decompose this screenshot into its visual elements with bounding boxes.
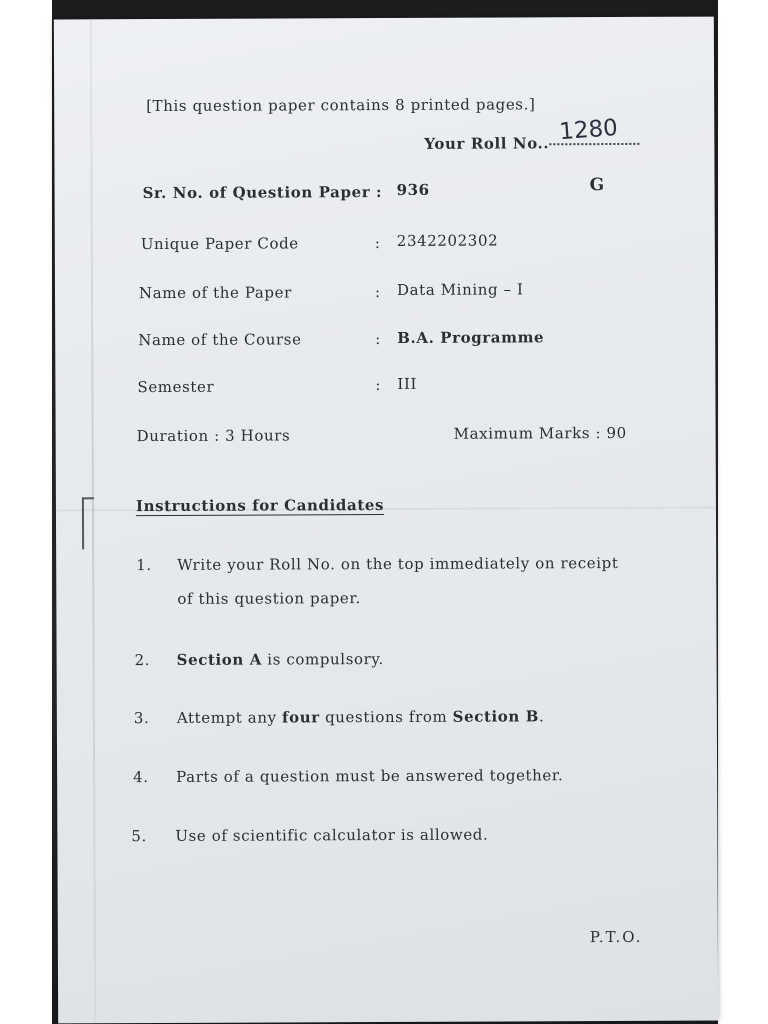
course-label: Name of the Course: [138, 330, 302, 350]
instruction-number: 2.: [134, 651, 151, 670]
instruction-number: 1.: [136, 556, 152, 575]
instructions-title: Instructions for Candidates: [135, 496, 385, 516]
instruction-text: [177, 650, 384, 669]
upc-label: Unique Paper Code: [140, 234, 299, 254]
instruction-text-part: Attempt any: [176, 708, 283, 727]
paper-name-label: Name of the Paper: [138, 283, 292, 303]
instruction-text-part: is compulsory.: [261, 650, 384, 669]
instruction-text: Write your Roll No. on the top immediately on receipt: [177, 553, 619, 574]
paper-name-separator: :: [374, 283, 381, 302]
question-paper-sheet: [54, 17, 718, 1024]
maximum-marks: Maximum Marks : 90: [453, 423, 627, 443]
semester-separator: :: [375, 376, 382, 395]
semester-label: Semester: [137, 377, 215, 397]
upc-value: 2342202302: [396, 231, 499, 250]
sr-no-label: Sr. No. of Question Paper :: [142, 183, 383, 203]
instruction-number: 4.: [133, 768, 149, 787]
please-turn-over: P.T.O.: [589, 927, 643, 947]
instruction-number: 3.: [133, 709, 150, 728]
instruction-emphasis: four: [281, 708, 320, 727]
set-code: G: [589, 175, 605, 196]
instruction-emphasis: Section A: [176, 650, 262, 669]
roll-number-label: Your Roll No..: [424, 134, 550, 153]
instruction-text: Use of scientific calculator is allowed.: [175, 825, 489, 845]
instruction-number: 5.: [131, 827, 147, 846]
duration: Duration : 3 Hours: [136, 426, 291, 446]
course-value: B.A. Programme: [397, 328, 545, 347]
staple-mark: [82, 497, 94, 549]
instruction-text: Parts of a question must be answered together.: [176, 766, 564, 786]
instruction-emphasis: Section B: [452, 707, 540, 726]
pages-note: [This question paper contains 8 printed pages.]: [146, 95, 536, 116]
instruction-text: [177, 707, 545, 727]
sr-no-value: 936: [396, 180, 430, 199]
course-separator: :: [375, 330, 381, 349]
instruction-text-part: .: [538, 707, 545, 726]
instruction-text-continued: of this question paper.: [177, 589, 361, 608]
instruction-text-part: questions from: [319, 707, 453, 727]
semester-value: III: [397, 374, 418, 393]
roll-number-handwritten: 1280: [558, 114, 619, 146]
paper-name-value: Data Mining – I: [396, 280, 524, 299]
roll-number-dotted-line: [549, 143, 639, 145]
upc-separator: :: [374, 234, 381, 253]
